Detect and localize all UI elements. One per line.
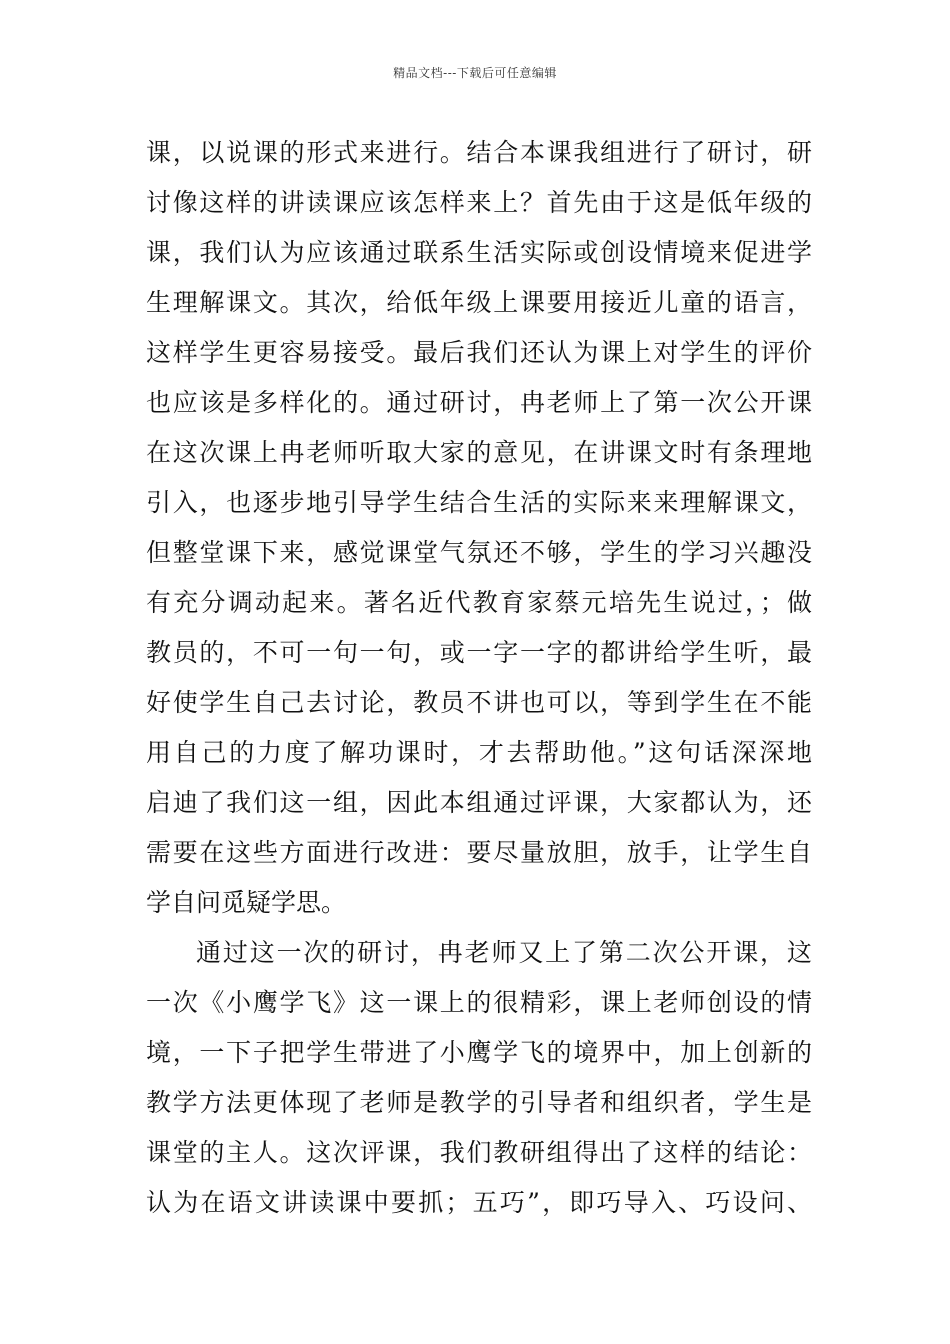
text-line: 引入，也逐步地引导学生结合生活的实际来来理解课文，: [146, 488, 814, 517]
text-line: 但整堂课下来，感觉课堂气氛还不够，学生的学习兴趣没: [146, 538, 814, 567]
text-line: 也应该是多样化的。通过研讨，冉老师上了第一次公开课: [146, 388, 814, 417]
text-line-indented: 通过这一次的研讨，冉老师又上了第二次公开课，这: [196, 938, 814, 967]
text-line: 用自己的力度了解功课时，才去帮助他。”这句话深深地: [146, 738, 815, 767]
text-line: 好使学生自己去讨论，教员不讲也可以，等到学生在不能: [146, 688, 814, 717]
text-line: 一次《小鹰学飞》这一课上的很精彩，课上老师创设的情: [146, 988, 814, 1017]
text-line: 教员的，不可一句一句，或一字一字的都讲给学生听，最: [146, 638, 814, 667]
page-header: 精品文档---下载后可任意编辑: [393, 66, 557, 80]
text-line: 有充分调动起来。著名近代教育家蔡元培先生说过，；做: [146, 588, 815, 617]
text-line: 课，我们认为应该通过联系生活实际或创设情境来促进学: [146, 238, 814, 267]
text-line: 这样学生更容易接受。最后我们还认为课上对学生的评价: [146, 338, 814, 367]
paragraph-1: [146, 128, 815, 928]
paragraph-2: [146, 928, 815, 1228]
text-line: 生理解课文。其次，给低年级上课要用接近儿童的语言，: [146, 288, 814, 317]
text-line: 学自问觅疑学思。: [146, 888, 347, 917]
text-line: 课，以说课的形式来进行。结合本课我组进行了研讨，研: [146, 138, 814, 167]
text-line: 启迪了我们这一组，因此本组通过评课，大家都认为，还: [146, 788, 814, 817]
text-line: 讨像这样的讲读课应该怎样来上？首先由于这是低年级的: [146, 188, 814, 217]
text-line: 教学方法更体现了老师是教学的引导者和组织者，学生是: [146, 1088, 814, 1117]
text-line: 需要在这些方面进行改进：要尽量放胆，放手，让学生自: [146, 838, 814, 867]
text-line: 境，一下子把学生带进了小鹰学飞的境界中，加上创新的: [146, 1038, 814, 1067]
text-line: 在这次课上冉老师听取大家的意见，在讲课文时有条理地: [146, 438, 814, 467]
text-line: 课堂的主人。这次评课，我们教研组得出了这样的结论：: [146, 1138, 814, 1167]
document-body: [146, 128, 815, 1228]
text-line: 认为在语文讲读课中要抓；五巧”，即巧导入、巧设问、: [146, 1188, 815, 1217]
